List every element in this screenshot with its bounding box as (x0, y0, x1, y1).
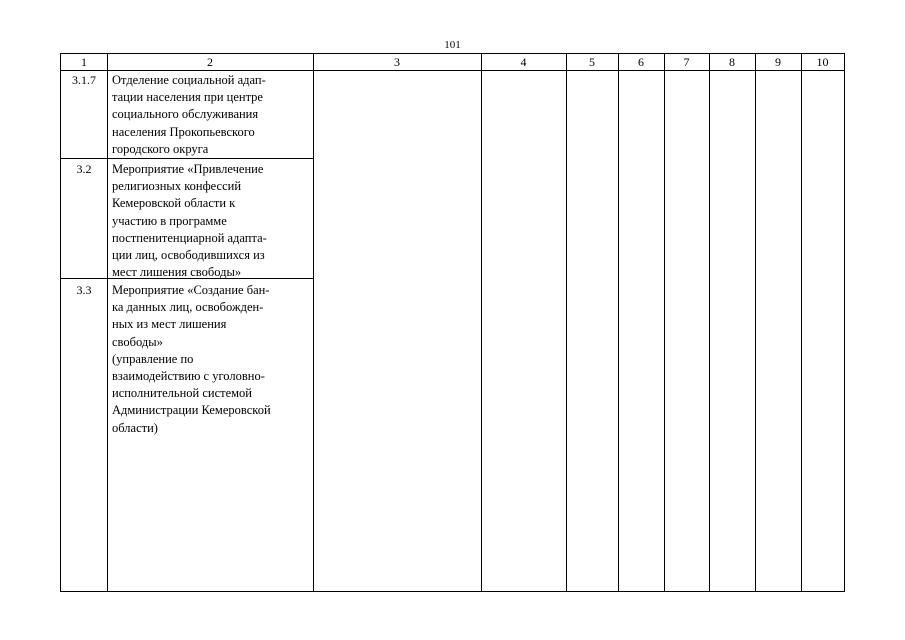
col-divider (664, 54, 665, 591)
row-text: Отделение социальной адап- тации населения при центре социального обслуживания населения Прокопьевского городского округа (112, 73, 266, 156)
column-header: 4 (520, 55, 527, 69)
col-divider (801, 54, 802, 591)
col-divider (709, 54, 710, 591)
col-divider (481, 54, 482, 591)
row-text: Мероприятие «Создание бан- ка данных лиц, освобожден- ных из мест лишения свободы» (управление по взаимодействию с уголовно- исполнительной системой Администрации Кемеровской области) (112, 283, 271, 435)
row-number: 3.3 (76, 283, 92, 297)
column-header: 3 (394, 55, 400, 69)
column-header: 6 (638, 55, 644, 69)
col-divider (313, 54, 314, 591)
col-divider (755, 54, 756, 591)
row-number: 3.1.7 (72, 73, 96, 87)
row-divider (61, 158, 313, 159)
column-header: 9 (775, 55, 781, 69)
column-header: 10 (816, 55, 829, 69)
data-table (60, 53, 845, 592)
row-text: Мероприятие «Привлечение религиозных конфессий Кемеровской области к участию в программе постпенитенциарной адапта- ции лиц, освободившихся из мест лишения свободы» (112, 162, 267, 280)
row-number: 3.2 (76, 162, 92, 176)
col-divider (566, 54, 567, 591)
column-header: 1 (81, 55, 87, 69)
col-divider (618, 54, 619, 591)
col-divider (107, 54, 108, 591)
column-header: 7 (683, 55, 690, 69)
column-header: 2 (207, 55, 213, 69)
page-number: 101 (444, 39, 461, 51)
column-header: 8 (729, 55, 735, 69)
header-divider (61, 70, 844, 71)
column-header: 5 (589, 55, 595, 69)
